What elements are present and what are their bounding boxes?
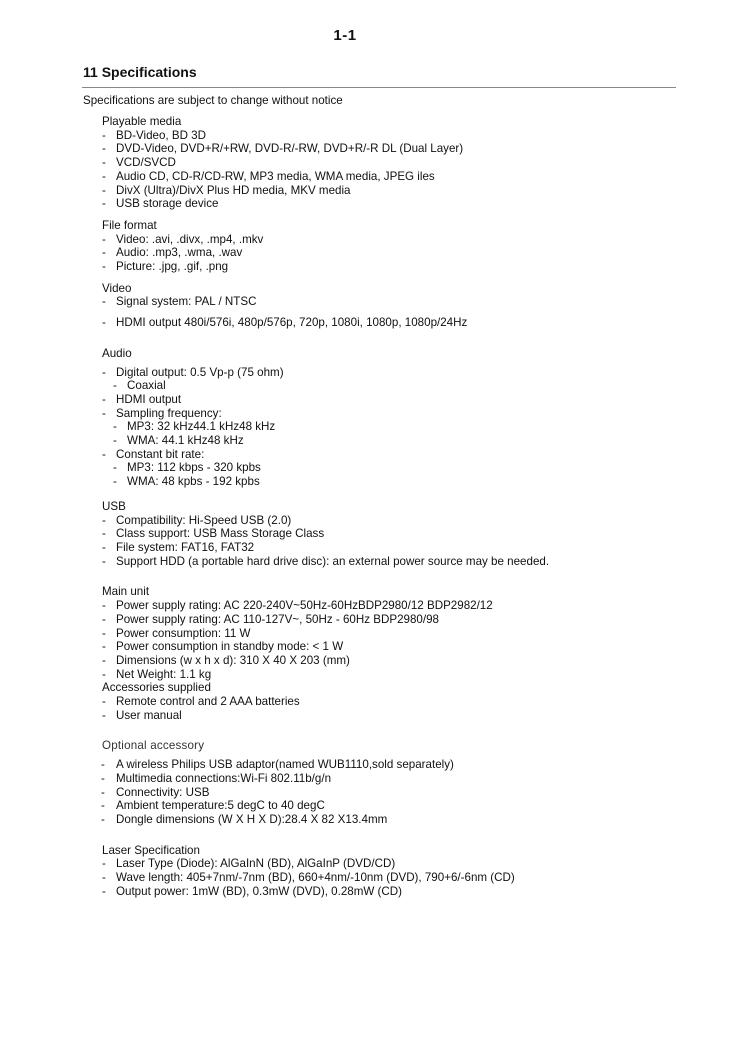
list-item: - File system: FAT16, FAT32	[102, 540, 255, 554]
list-item: - MP3: 32 kHz44.1 kHz48 kHz	[113, 420, 276, 434]
list-item: - Coaxial	[113, 379, 166, 393]
list-item: - Audio CD, CD-R/CD-RW, MP3 media, WMA media, JPEG iles	[102, 169, 435, 183]
list-item: - Remote control and 2 AAA batteries	[102, 695, 300, 709]
list-item: - Signal system: PAL / NTSC	[102, 295, 257, 309]
list-item: - A wireless Philips USB adaptor(named WUB1110,sold separately)	[101, 758, 454, 772]
group-heading: Laser Specification	[102, 843, 200, 857]
list-item: - Compatibility: Hi-Speed USB (2.0)	[102, 513, 292, 527]
list-item: - DivX (Ultra)/DivX Plus HD media, MKV media	[102, 183, 351, 197]
list-item: - Net Weight: 1.1 kg	[102, 667, 212, 681]
group-heading: Main unit	[102, 585, 150, 599]
spec-group-main-unit	[102, 585, 702, 681]
list-item: - Ambient temperature:5 degC to 40 degC	[101, 799, 325, 813]
list-item: - WMA: 48 kpbs - 192 kpbs	[113, 475, 260, 489]
list-item: - Wave length: 405+7nm/-7nm (BD), 660+4nm/-10nm (DVD), 790+6/-6nm (CD)	[102, 871, 515, 885]
list-item: - Multimedia connections:Wi-Fi 802.11b/g/n	[101, 771, 332, 785]
list-item: - Digital output: 0.5 Vp-p (75 ohm)	[102, 365, 284, 379]
list-item: - Dimensions (w x h x d): 310 X 40 X 203 (mm)	[102, 653, 350, 667]
list-item: - Picture: .jpg, .gif, .png	[102, 260, 229, 274]
spec-group-laser	[102, 844, 702, 899]
specifications-body	[102, 115, 702, 898]
list-item: - Output power: 1mW (BD), 0.3mW (DVD), 0.28mW (CD)	[102, 884, 403, 898]
list-item: - Support HDD (a portable hard drive disc): an external power source may be needed.	[102, 554, 550, 568]
group-heading: Optional accessory	[102, 739, 205, 753]
list-item: - MP3: 112 kbps - 320 kpbs	[113, 461, 261, 475]
group-heading: File format	[102, 218, 157, 232]
list-item: - WMA: 44.1 kHz48 kHz	[113, 434, 244, 448]
list-item: - Audio: .mp3, .wma, .wav	[102, 246, 243, 260]
spec-group-usb	[102, 500, 702, 569]
list-item: - HDMI output	[102, 392, 182, 406]
group-heading: Accessories supplied	[102, 681, 211, 695]
list-item: - Power supply rating: AC 220-240V~50Hz-60HzBDP2980/12 BDP2982/12	[102, 599, 493, 613]
list-item: - Laser Type (Diode): AlGaInN (BD), AlGaInP (DVD/CD)	[102, 857, 396, 871]
group-heading: Video	[102, 281, 132, 295]
list-item: - Power consumption: 11 W	[102, 626, 251, 640]
list-item: - Class support: USB Mass Storage Class	[102, 527, 325, 541]
list-item: - Power supply rating: AC 110-127V~, 50Hz - 60Hz BDP2980/98	[102, 612, 439, 626]
list-item: - DVD-Video, DVD+R/+RW, DVD-R/-RW, DVD+R/-R DL (Dual Layer)	[102, 142, 464, 156]
list-item: - Video: .avi, .divx, .mp4, .mkv	[102, 232, 264, 246]
list-item: - Connectivity: USB	[101, 785, 210, 799]
spec-group-file-format	[102, 219, 702, 274]
list-item: - Sampling frequency:	[102, 406, 222, 420]
group-heading: Audio	[102, 346, 132, 360]
section-title: 11 Specifications	[83, 64, 197, 80]
list-item: - HDMI output 480i/576i, 480p/576p, 720p, 1080i, 1080p, 1080p/24Hz	[102, 316, 468, 330]
spec-group-playable-media	[102, 115, 702, 211]
list-item: - Dongle dimensions (W X H X D):28.4 X 82 X13.4mm	[101, 812, 388, 826]
spec-group-video	[102, 282, 702, 330]
group-heading: USB	[102, 499, 126, 513]
list-item: - BD-Video, BD 3D	[102, 128, 206, 142]
spec-group-optional-accessory	[102, 739, 702, 826]
title-divider	[82, 87, 676, 88]
list-item: - USB storage device	[102, 197, 219, 211]
list-item: - Power consumption in standby mode: < 1 W	[102, 640, 344, 654]
notice-text: Specifications are subject to change without notice	[83, 94, 343, 107]
list-item: - User manual	[102, 708, 182, 722]
spec-group-audio	[102, 347, 702, 489]
list-item: - Constant bit rate:	[102, 447, 205, 461]
list-item: - VCD/SVCD	[102, 156, 176, 170]
group-heading: Playable media	[102, 115, 182, 128]
page-number: 1-1	[333, 27, 357, 44]
spec-group-accessories	[102, 681, 702, 722]
